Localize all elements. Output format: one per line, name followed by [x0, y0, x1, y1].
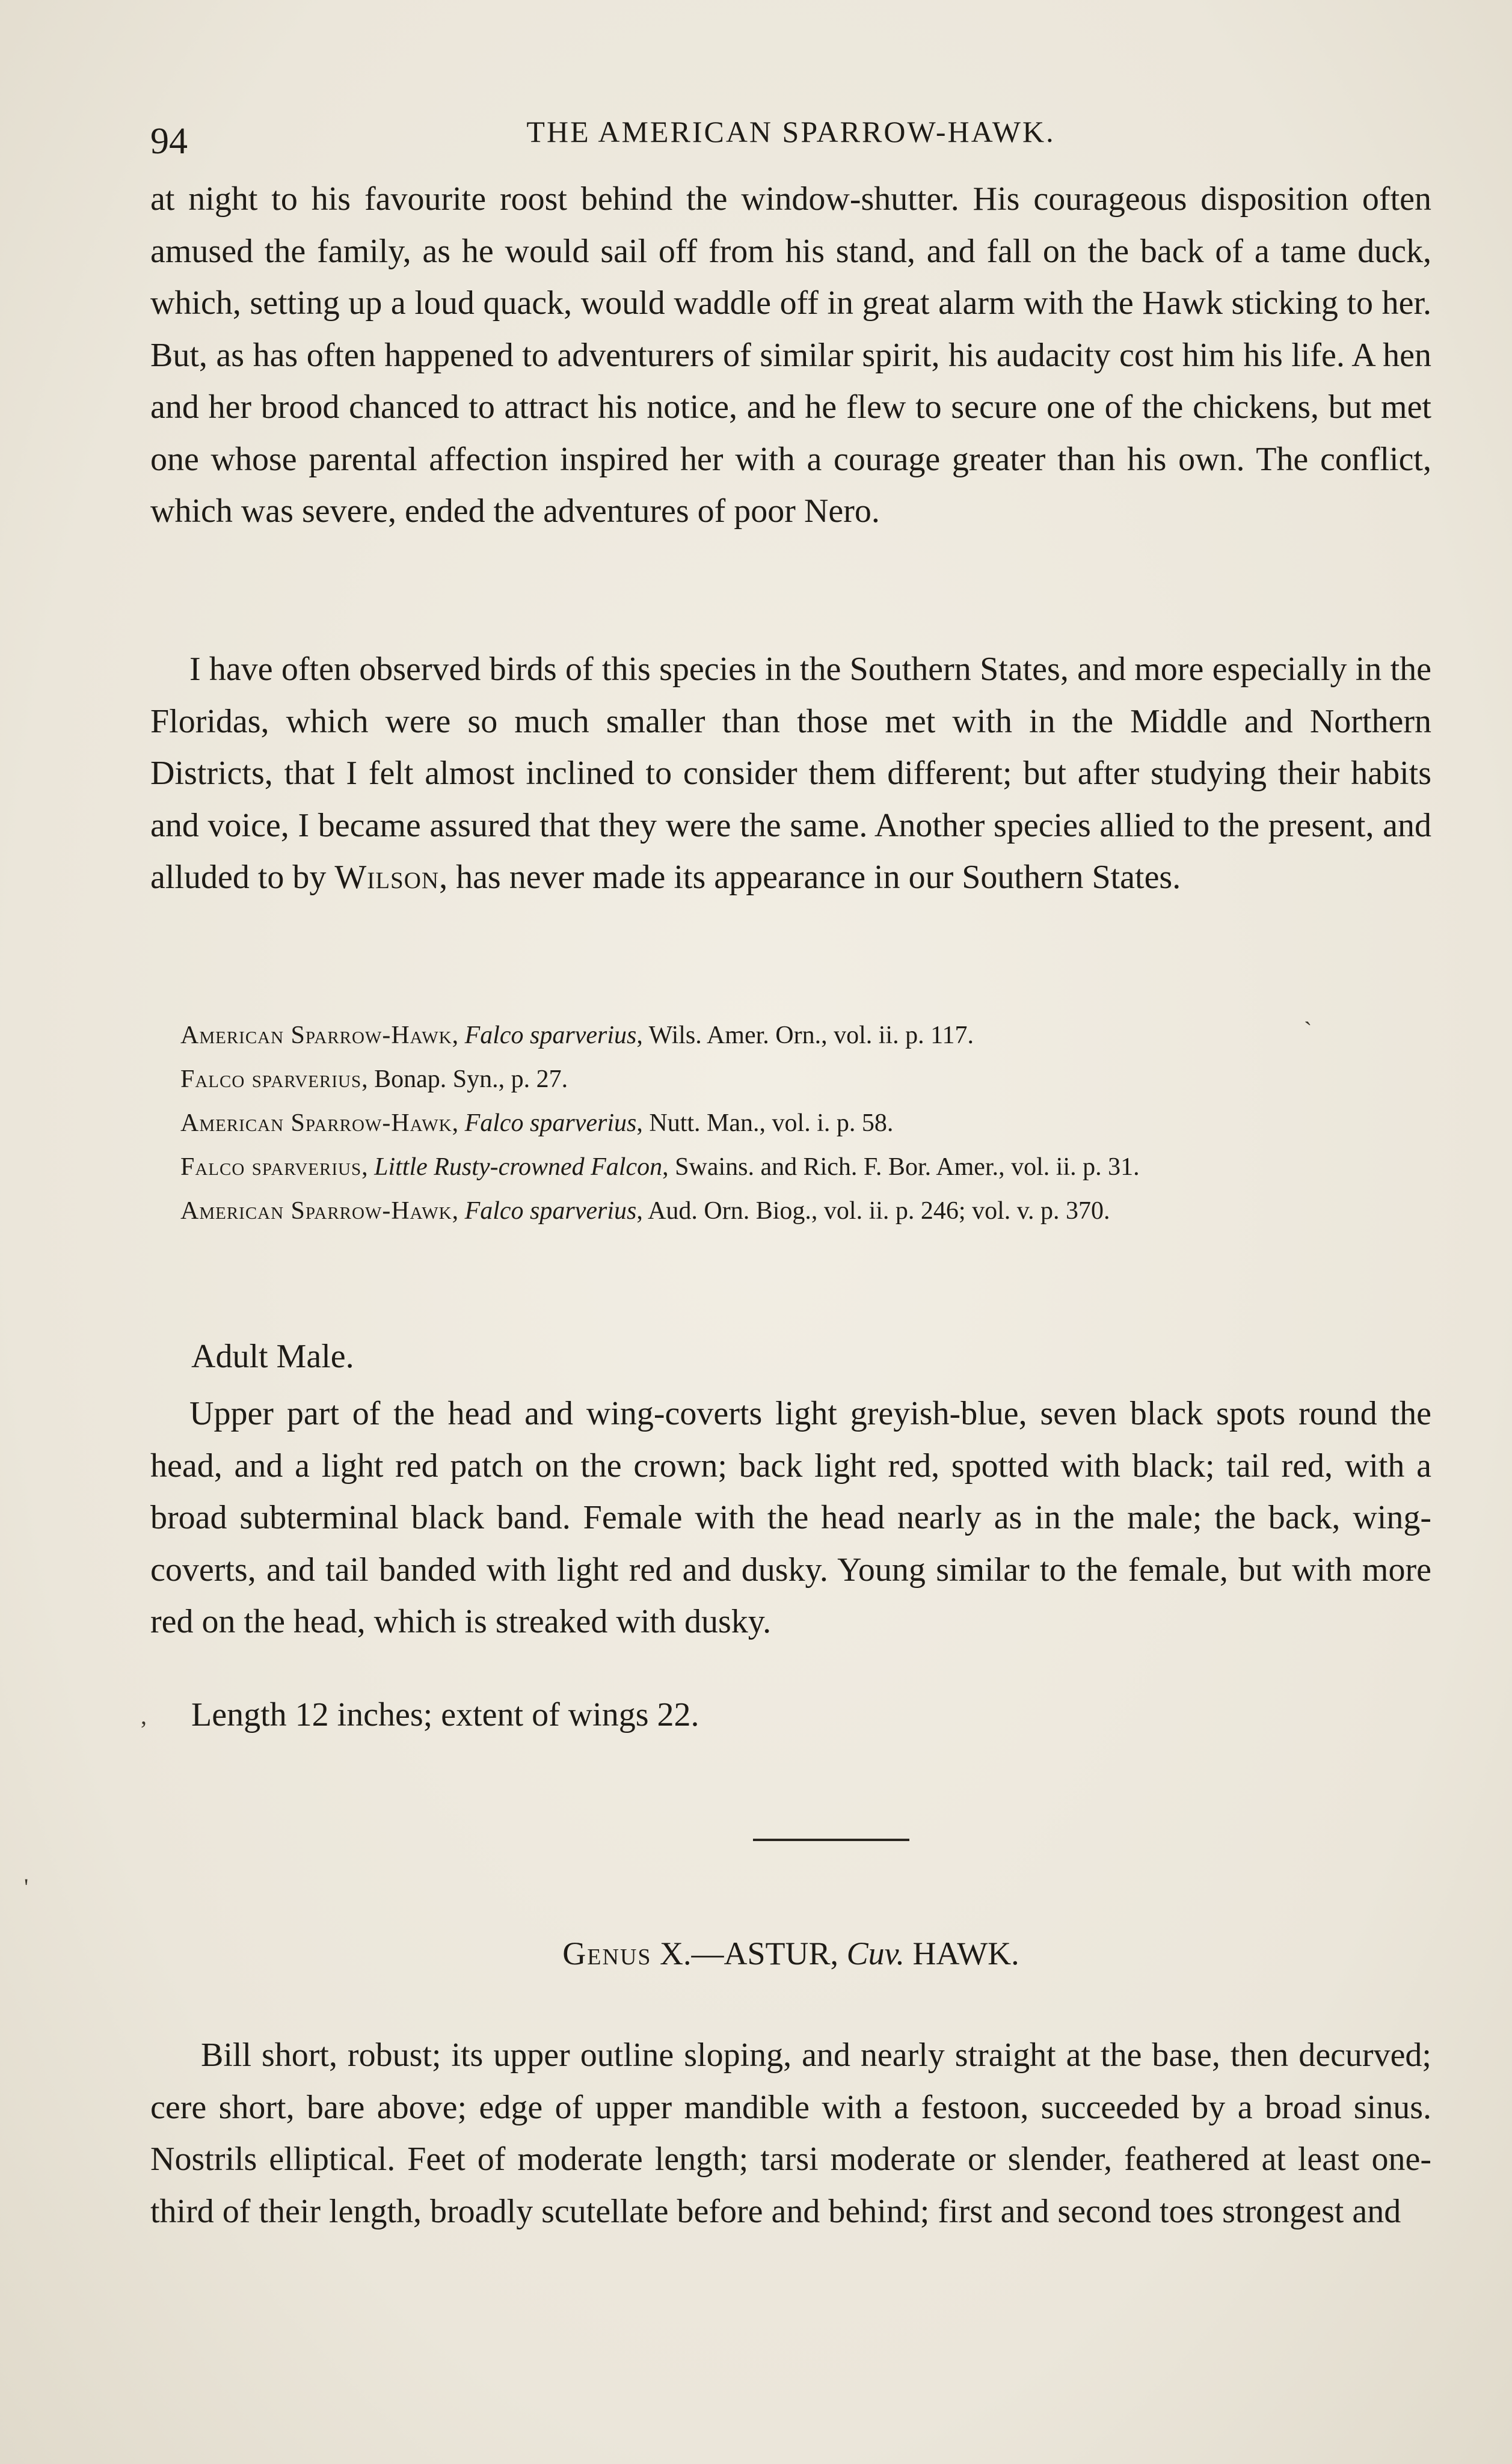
genus-heading: [150, 1935, 1431, 1972]
synonym-name: American Sparrow-Hawk: [180, 1022, 452, 1049]
length-measurement: Length 12 inches; extent of wings 22.: [191, 1696, 699, 1733]
synonymy-list: [180, 1014, 1431, 1233]
page-header: [150, 108, 1431, 174]
synonym-reference: , Swains. and Rich. F. Bor. Amer., vol. ii. p. 31.: [662, 1153, 1140, 1181]
ink-speck: ‚: [140, 1702, 148, 1729]
paragraph-text: , has never made its appearance in our Southern States.: [439, 859, 1181, 896]
synonym-name: Falco sparverius: [180, 1065, 362, 1093]
paragraph-text: I have often observed birds of this species in the Southern States, and more especially in the Floridas, which were so much smaller than those met with in the Middle and Northern Districts, that I felt almost inclined to consider them different; but after studying their habits and voice, I became assured that they were the same. Another species allied to the present, and alluded to by: [150, 651, 1431, 896]
synonym-reference: , Aud. Orn. Biog., vol. ii. p. 246; vol. v. p. 370.: [636, 1197, 1110, 1225]
paragraph-southern-states: [150, 643, 1431, 904]
paragraph-nero: at night to his favourite roost behind the window-shutter. His courageous disposition often amused the family, as he would sail off from his stand, and fall on the back of a tame duck, which, setting up a loud quack, would waddle off in great alarm with the Hawk sticking to her. But, as has often happened to adventurers of similar spirit, his audacity cost him his life. A hen and her brood chanced to attract his notice, and he flew to secure one of the chickens, but met one whose parental affection inspired her with a courage greater than his own. The conflict, which was severe, ended the adventures of poor Nero.: [150, 180, 1431, 530]
ink-speck: `: [1304, 1017, 1312, 1044]
synonym-entry: American Sparrow-Hawk, Falco sparverius, Wils. Amer. Orn., vol. ii. p. 117.: [180, 1022, 974, 1049]
synonym-entry: American Sparrow-Hawk, Falco sparverius, Nutt. Man., vol. i. p. 58.: [180, 1109, 894, 1137]
author-name: Wilson: [334, 859, 440, 896]
synonym-name: American Sparrow-Hawk: [180, 1109, 452, 1137]
genus-authority: Cuv.: [846, 1935, 905, 1972]
synonym-reference: , Nutt. Man., vol. i. p. 58.: [636, 1109, 894, 1137]
genus-label: Genus: [562, 1935, 652, 1972]
synonym-name: American Sparrow-Hawk: [180, 1197, 452, 1225]
running-head: THE AMERICAN SPARROW-HAWK.: [526, 115, 1056, 149]
synonym-latin: Falco sparverius: [464, 1109, 637, 1137]
synonym-entry: [180, 1058, 1431, 1102]
genus-description: Bill short, robust; its upper outline sloping, and nearly straight at the base, then decurved; cere short, bare above; edge of upper mandible with a festoon, succeeded by a broad sinus. Nostrils elliptical. Feet of moderate length; tarsi moderate or slender, feathered at least one-third of their length, broadly scutellate before and behind; first and second toes strongest and: [150, 2036, 1431, 2230]
adult-male-heading: Adult Male.: [191, 1338, 354, 1375]
synonym-name: Falco sparverius: [180, 1153, 362, 1181]
synonym-latin: Falco sparverius: [464, 1022, 637, 1049]
section-divider: [753, 1839, 909, 1841]
genus-common-name: HAWK.: [905, 1935, 1019, 1972]
synonym-reference: , Bonap. Syn., p. 27.: [361, 1065, 568, 1093]
genus-number: X.—ASTUR,: [651, 1935, 847, 1972]
synonym-entry: American Sparrow-Hawk, Falco sparverius, Aud. Orn. Biog., vol. ii. p. 246; vol. v. p. 370.: [180, 1197, 1110, 1225]
plumage-description: Upper part of the head and wing-coverts light greyish-blue, seven black spots round the head, and a light red patch on the crown; back light red, spotted with black; tail red, with a broad subterminal black band. Female with the head nearly as in the male; the back, wing-coverts, and tail banded with light red and dusky. Young similar to the female, but with more red on the head, which is streaked with dusky.: [150, 1395, 1431, 1640]
synonym-latin: Falco sparverius: [464, 1197, 637, 1225]
ink-speck: ': [24, 1874, 29, 1901]
synonym-latin: Little Rusty-crowned Falcon: [374, 1153, 663, 1181]
synonym-entry: Falco sparverius, Little Rusty-crowned Falcon, Swains. and Rich. F. Bor. Amer., vol. ii. p. 31.: [180, 1153, 1140, 1181]
synonym-reference: , Wils. Amer. Orn., vol. ii. p. 117.: [636, 1022, 974, 1049]
page-number: 94: [150, 121, 188, 162]
